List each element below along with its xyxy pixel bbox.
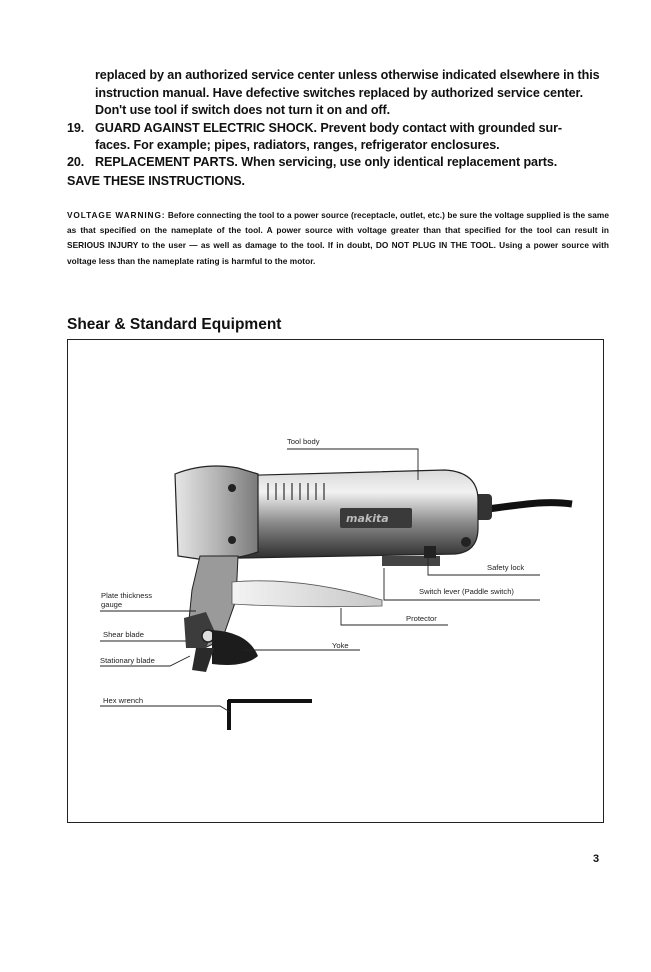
item-20-number: 20. bbox=[67, 155, 85, 169]
section-title: Shear & Standard Equipment bbox=[67, 316, 282, 333]
label-stationary-blade: Stationary blade bbox=[100, 656, 155, 665]
save-instructions: SAVE THESE INSTRUCTIONS. bbox=[67, 174, 245, 188]
safety-lock bbox=[424, 546, 436, 558]
label-yoke: Yoke bbox=[332, 641, 349, 650]
voltage-warning-text: Before connecting the tool to a power source (receptacle, outlet, etc.) be sure the voltage supplied is the same as that specified on the nameplate of the tool. A power source with voltage greater than that specified for the tool can result in SERIOUS INJURY to the user — as well as damage to the tool. If in doubt, DO NOT PLUG IN THE TOOL. Using a power source with voltage less than the nameplate rating is harmful to the motor. bbox=[67, 210, 609, 266]
label-plate-thickness: Plate thickness bbox=[101, 591, 153, 600]
item-20-text: REPLACEMENT PARTS. When servicing, use only identical replacement parts. bbox=[95, 155, 558, 169]
label-hex-wrench: Hex wrench bbox=[103, 696, 144, 705]
label-protector: Protector bbox=[406, 614, 437, 623]
item-19-line-1: GUARD AGAINST ELECTRIC SHOCK. Prevent body contact with grounded sur- bbox=[95, 121, 563, 135]
power-cord bbox=[480, 503, 572, 510]
instruction-continuation-line-3: Don't use tool if switch does not turn it on and off. bbox=[95, 103, 391, 117]
instruction-continuation-line-2: instruction manual. Have defective switches replaced by authorized service center. bbox=[95, 86, 584, 100]
housing-screw bbox=[461, 537, 471, 547]
instruction-continuation-line-1: replaced by an authorized service center unless otherwise indicated elsewhere in this bbox=[95, 68, 600, 82]
item-19-line-2: faces. For example; pipes, radiators, ranges, refrigerator enclosures. bbox=[95, 138, 500, 152]
stationary-blade bbox=[192, 648, 214, 672]
item-19-number: 19. bbox=[67, 121, 85, 135]
protector bbox=[232, 581, 382, 607]
brand-logo: makita bbox=[346, 512, 389, 525]
label-safety-lock: Safety lock bbox=[487, 563, 525, 572]
label-gauge: gauge bbox=[101, 600, 123, 609]
label-shear-blade: Shear blade bbox=[103, 630, 144, 639]
label-switch-lever: Switch lever (Paddle switch) bbox=[419, 587, 514, 596]
yoke-wheel bbox=[212, 630, 258, 665]
page-number: 3 bbox=[593, 853, 600, 865]
label-tool-body: Tool body bbox=[287, 437, 320, 446]
voltage-warning-label: VOLTAGE WARNING: bbox=[67, 210, 166, 220]
gear-head bbox=[175, 466, 258, 560]
